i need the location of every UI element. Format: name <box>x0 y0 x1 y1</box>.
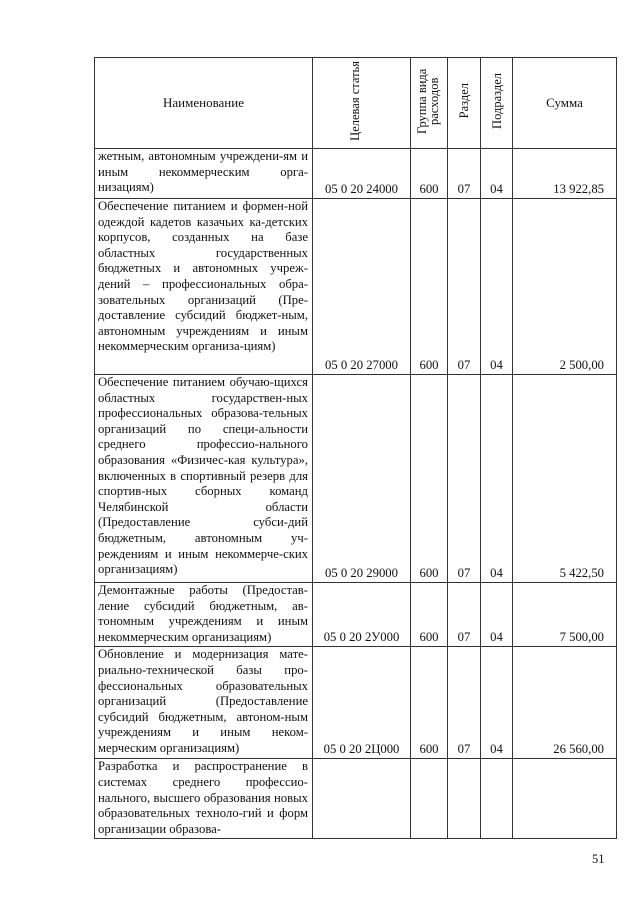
budget-table <box>94 57 617 839</box>
header-sum: Сумма <box>513 58 617 149</box>
table-row <box>95 149 617 199</box>
row-sum: 13 922,85 <box>513 149 617 199</box>
row-subsection: 04 <box>481 149 513 199</box>
row-article <box>313 759 411 839</box>
table-row <box>95 199 617 375</box>
row-subsection: 04 <box>481 583 513 647</box>
row-section: 07 <box>448 199 481 375</box>
row-article: 05 0 20 2Ц000 <box>313 647 411 759</box>
row-article: 05 0 20 29000 <box>313 375 411 583</box>
row-sum: 2 500,00 <box>513 199 617 375</box>
header-group: Группа вида расходов <box>411 58 448 149</box>
row-subsection <box>481 759 513 839</box>
row-sum <box>513 759 617 839</box>
table-row <box>95 647 617 759</box>
row-name: Разработка и распространение в системах среднего профессио-нального, высшего образования новых образовательных техноло-гий и форм организации образова- <box>95 759 313 839</box>
row-section: 07 <box>448 149 481 199</box>
row-article: 05 0 20 24000 <box>313 149 411 199</box>
table-header-row <box>95 58 617 149</box>
header-subsection: Подраздел <box>481 58 513 149</box>
row-name: Обновление и модернизация мате-риально-технической базы про-фессиональных образовательных организаций (Предоставление субсидий бюджетным, автоном-ным учреждениям и иным неком-мерческим организациям) <box>95 647 313 759</box>
row-section: 07 <box>448 375 481 583</box>
row-section: 07 <box>448 647 481 759</box>
row-group: 600 <box>411 583 448 647</box>
row-name: жетным, автономным учреждени-ям и иным некоммерческим орга-низациям) <box>95 149 313 199</box>
header-name: Наименование <box>95 58 313 149</box>
row-subsection: 04 <box>481 199 513 375</box>
row-section <box>448 759 481 839</box>
row-group <box>411 759 448 839</box>
table-row <box>95 583 617 647</box>
page-number: 51 <box>592 852 605 866</box>
table-row <box>95 375 617 583</box>
row-article: 05 0 20 2У000 <box>313 583 411 647</box>
row-group: 600 <box>411 375 448 583</box>
row-section: 07 <box>448 583 481 647</box>
row-name: Обеспечение питанием обучаю-щихся областных государствен-ных профессиональных образова-тельных организаций по специ-альности среднего профессио-нального образования «Физичес-кая культура», включенных в спортивный резерв для спортив-ных сборных команд Челябинской области (Предоставление субси-дий бюджетным, автономным уч-реждениям и иным некоммерче-ских организациям) <box>95 375 313 583</box>
row-name: Демонтажные работы (Предостав-ление субсидий бюджетным, ав-тономным учреждениям и иным некоммерческим организациям) <box>95 583 313 647</box>
row-name: Обеспечение питанием и формен-ной одеждой кадетов казачьих ка-детских корпусов, созданных на базе областных государственных бюджетных и автономных учреж-дений – профессиональных обра-зовательных организаций (Пре-доставление субсидий бюджет-ным, автономным учреждениям и иным некоммерческим организа-циям) <box>95 199 313 375</box>
row-subsection: 04 <box>481 647 513 759</box>
row-sum: 5 422,50 <box>513 375 617 583</box>
row-group: 600 <box>411 199 448 375</box>
header-section: Раздел <box>448 58 481 149</box>
row-sum: 7 500,00 <box>513 583 617 647</box>
row-group: 600 <box>411 647 448 759</box>
row-group: 600 <box>411 149 448 199</box>
header-article: Целевая статья <box>313 58 411 149</box>
table-row <box>95 759 617 839</box>
row-sum: 26 560,00 <box>513 647 617 759</box>
row-subsection: 04 <box>481 375 513 583</box>
row-article: 05 0 20 27000 <box>313 199 411 375</box>
